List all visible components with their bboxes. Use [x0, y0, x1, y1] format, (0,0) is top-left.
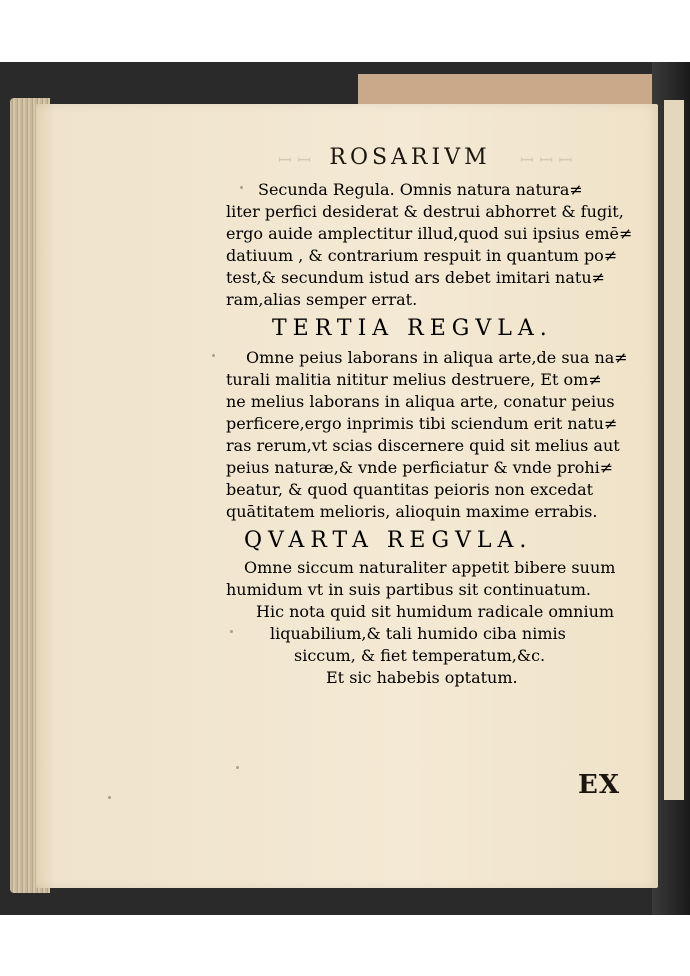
- show-through-mark: ꟷ ꟷ ꟷ: [520, 151, 573, 171]
- text-line: liquabilium,& tali humido ciba nimis: [270, 624, 566, 643]
- paper-speck: [212, 354, 215, 357]
- text-line: quātitatem melioris, alioquin maxime errabis.: [226, 502, 598, 521]
- text-line: Et sic habebis optatum.: [326, 668, 518, 687]
- text-line: ne melius laborans in aliqua arte, conatur peius: [226, 392, 615, 411]
- text-line: test,& secundum istud ars debet imitari natu≠: [226, 268, 606, 287]
- text-line: ergo auide amplectitur illud,quod sui ipsius emē≠: [226, 224, 633, 243]
- text-line: Secunda Regula. Omnis natura natura≠: [258, 180, 583, 199]
- text-line: siccum, & fiet temperatum,&c.: [294, 646, 546, 665]
- paper-speck: [240, 186, 243, 189]
- text-line: Omne siccum naturaliter appetit bibere suum: [244, 558, 616, 577]
- facing-page-edge: [664, 100, 684, 800]
- signature-mark: EX: [578, 770, 620, 800]
- text-line: ras rerum,vt scias discernere quid sit melius aut: [226, 436, 620, 455]
- text-line: humidum vt in suis partibus sit continuatum.: [226, 580, 591, 599]
- text-line: ram,alias semper errat.: [226, 290, 418, 309]
- paper-speck: [230, 630, 233, 633]
- text-line: perficere,ergo inprimis tibi sciendum erit natu≠: [226, 414, 618, 433]
- text-line: datiuum , & contrarium respuit in quantum po≠: [226, 246, 618, 265]
- text-line: Hic nota quid sit humidum radicale omnium: [256, 602, 615, 621]
- show-through-mark: ꟷ ꟷ: [278, 151, 312, 171]
- paper-speck: [236, 766, 239, 769]
- text-line: peius naturæ,& vnde perficiatur & vnde prohi≠: [226, 458, 614, 477]
- text-line: beatur, & quod quantitas peioris non excedat: [226, 480, 594, 499]
- text-line: Omne peius laborans in aliqua arte,de sua na≠: [246, 348, 628, 367]
- text-line: turali malitia nititur melius destruere, Et om≠: [226, 370, 602, 389]
- running-head: ROSARIVM: [329, 145, 491, 170]
- text-line: liter perfici desiderat & destrui abhorret & fugit,: [226, 202, 624, 221]
- paper-speck: [108, 796, 111, 799]
- heading-quarta-regula: QVARTA REGVLA.: [244, 528, 533, 553]
- heading-tertia-regula: TERTIA REGVLA.: [272, 316, 553, 341]
